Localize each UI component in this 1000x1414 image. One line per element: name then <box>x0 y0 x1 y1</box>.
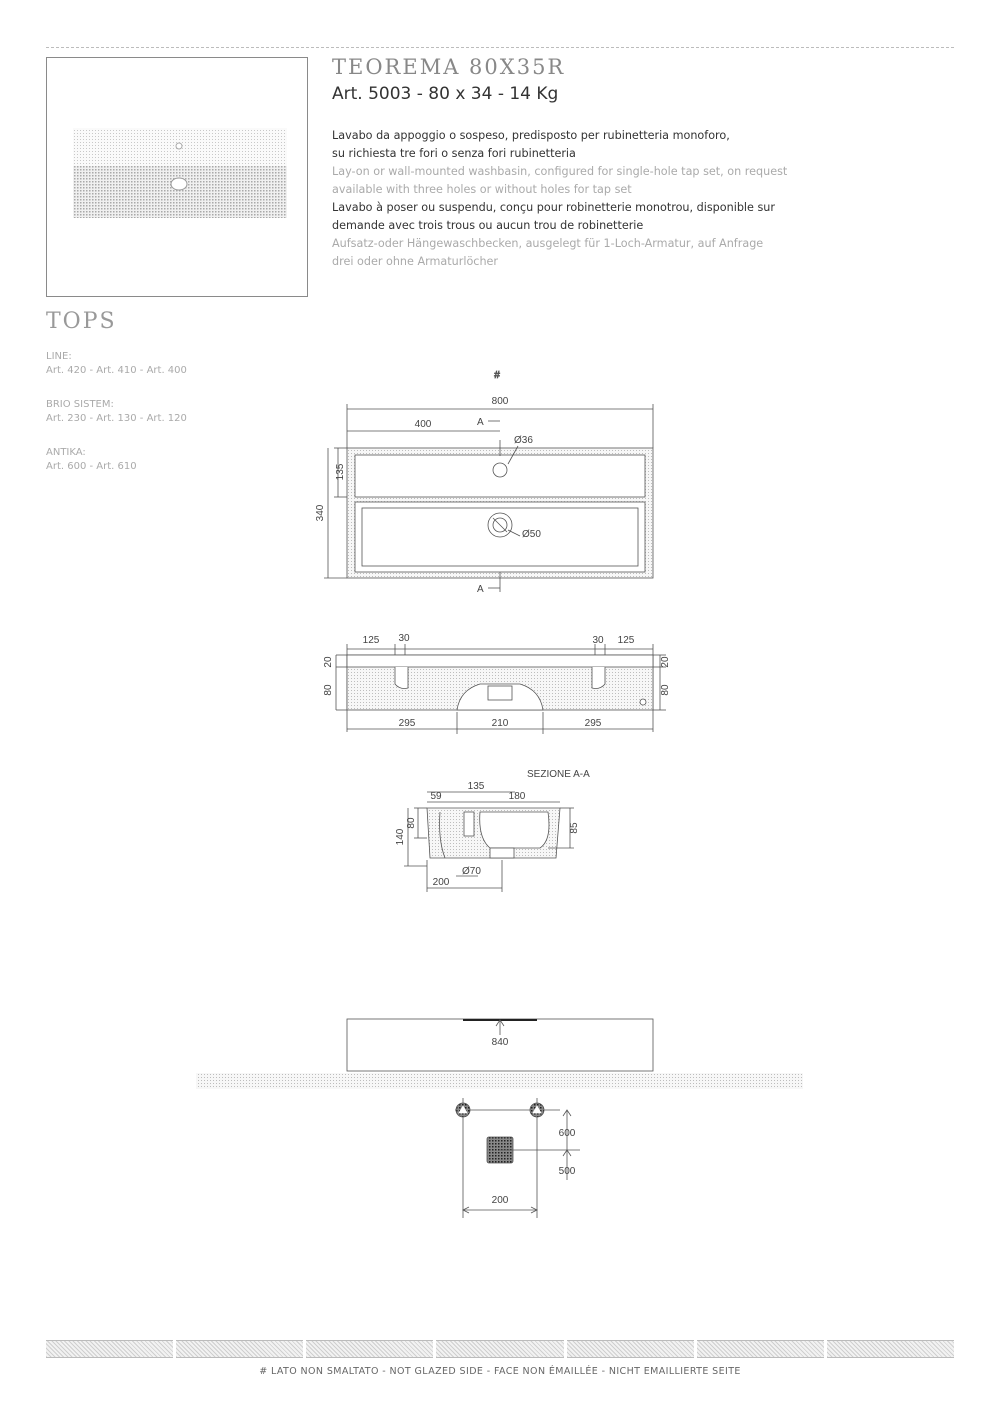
dim-left-125: 125 <box>362 635 380 646</box>
desc-de-line: drei oder ohne Armaturlöcher <box>332 255 499 268</box>
dim-left-30: 30 <box>398 633 410 644</box>
dim-section-80: 80 <box>406 817 417 829</box>
dim-drain: Ø50 <box>522 529 541 540</box>
installation-view <box>196 1019 803 1218</box>
section-view <box>395 769 590 892</box>
dim-half-width: 400 <box>414 419 432 430</box>
tops-group-name: LINE: <box>46 351 72 362</box>
dim-install-600: 600 <box>558 1128 576 1139</box>
desc-de-line: Aufsatz-oder Hängewaschbecken, ausgelegt für 1-Loch-Armatur, auf Anfrage <box>332 237 764 250</box>
desc-en-line: Lay-on or wall-mounted washbasin, configured for single-hole tap set, on request <box>332 165 788 178</box>
dim-install-500: 500 <box>558 1166 576 1177</box>
desc-fr-line: Lavabo à poser ou suspendu, conçu pour robinetterie monotrou, disponible sur <box>332 201 775 214</box>
dim-front-depth: 135 <box>335 463 346 481</box>
dim-left-80: 80 <box>323 684 334 696</box>
desc-it-line: su richiesta tre fori o senza fori rubinetteria <box>332 147 576 160</box>
product-title: TEOREMA 80X35R <box>332 55 566 79</box>
dim-width: 800 <box>491 396 509 407</box>
dim-bottom-295-right: 295 <box>584 718 602 729</box>
tops-heading: TOPS <box>46 309 117 334</box>
dim-right-80: 80 <box>660 684 671 696</box>
section-marker-bottom: A <box>477 584 484 595</box>
dim-section-d70: Ø70 <box>462 866 481 877</box>
unglazed-marker: # <box>494 370 500 381</box>
section-marker-top: A <box>477 417 484 428</box>
dim-section-59: 59 <box>430 791 442 802</box>
dim-section-140: 140 <box>395 828 406 846</box>
dim-section-85: 85 <box>569 822 580 834</box>
dim-tap-hole: Ø36 <box>514 435 533 446</box>
section-title: SEZIONE A-A <box>527 769 590 780</box>
footer-note: # LATO NON SMALTATO - NOT GLAZED SIDE - FACE NON ÉMAILLÉE - NICHT EMAILLIERTE SEITE <box>259 1366 741 1377</box>
dim-section-180: 180 <box>508 791 526 802</box>
tops-group-items: Art. 600 - Art. 610 <box>46 461 137 472</box>
tops-group-name: ANTIKA: <box>46 447 86 458</box>
dim-depth: 340 <box>315 504 326 522</box>
desc-en-line: available with three holes or without holes for tap set <box>332 183 632 196</box>
front-view <box>323 633 671 734</box>
desc-fr-line: demande avec trois trous ou aucun trou de robinetterie <box>332 219 644 232</box>
dim-section-135: 135 <box>467 781 485 792</box>
dim-right-20: 20 <box>660 656 671 668</box>
top-view <box>315 370 653 595</box>
dim-install-840: 840 <box>491 1037 509 1048</box>
dim-section-200: 200 <box>432 877 450 888</box>
dim-install-200: 200 <box>491 1195 509 1206</box>
tops-group-items: Art. 230 - Art. 130 - Art. 120 <box>46 413 187 424</box>
tops-group-items: Art. 420 - Art. 410 - Art. 400 <box>46 365 187 376</box>
dim-left-20: 20 <box>323 656 334 668</box>
dim-bottom-210: 210 <box>491 718 509 729</box>
footer-bar <box>46 1340 954 1358</box>
article-info: Art. 5003 - 80 x 34 - 14 Kg <box>332 84 559 104</box>
tops-group-name: BRIO SISTEM: <box>46 399 114 410</box>
dim-bottom-295-left: 295 <box>398 718 416 729</box>
desc-it-line: Lavabo da appoggio o sospeso, predisposto per rubinetteria monoforo, <box>332 129 730 142</box>
dim-right-30: 30 <box>592 635 604 646</box>
dim-right-125: 125 <box>617 635 635 646</box>
